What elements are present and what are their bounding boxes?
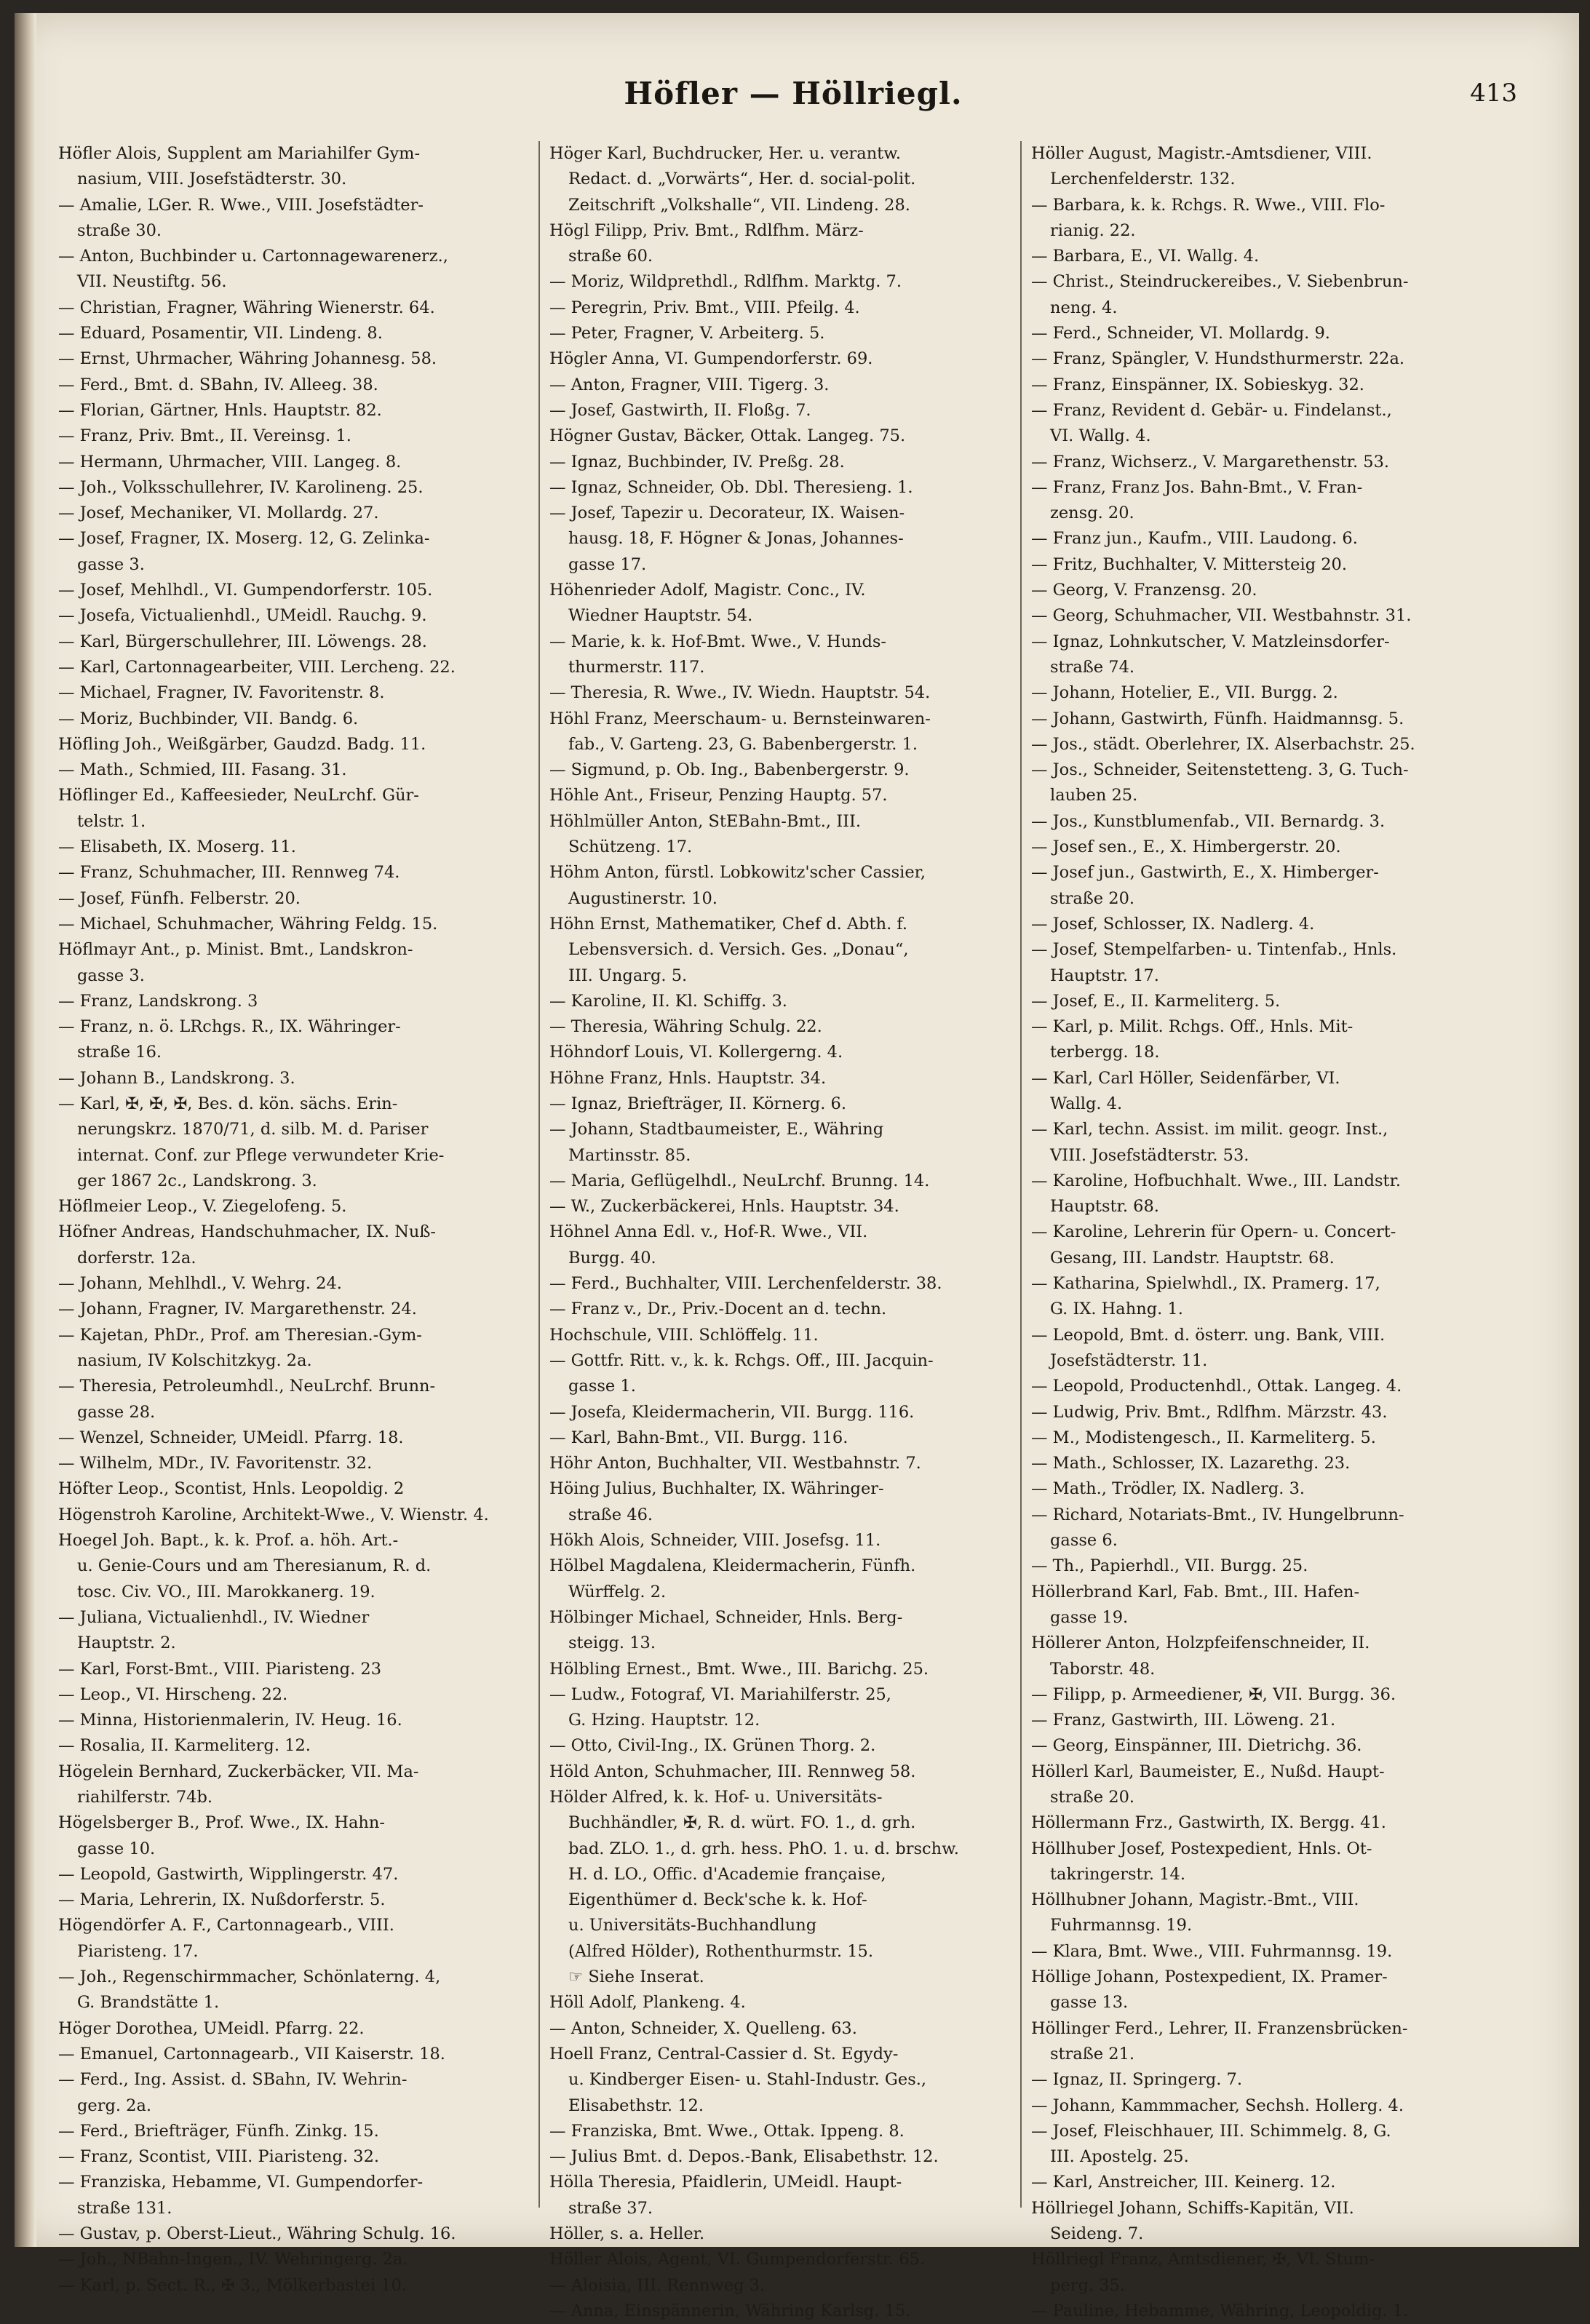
directory-entry-line: — Franziska, Hebamme, VI. Gumpendorfer- (58, 2173, 424, 2192)
directory-entry-line: — Kajetan, PhDr., Prof. am Theresian.-Gym- (58, 1325, 422, 1345)
directory-entry-line: — Karl, Anstreicher, III. Keinerg. 12. (1031, 2173, 1336, 2192)
entry-continuation-line: Hauptstr. 68. (1050, 1197, 1159, 1217)
entry-continuation-line: Zeitschrift „Volkshalle“, VII. Lindeng. 28. (568, 195, 910, 215)
directory-entry-line: — Aloisia, III. Rennweg 3. (549, 2275, 766, 2295)
directory-entry-line: — Wenzel, Schneider, UMeidl. Pfarrg. 18. (58, 1428, 404, 1447)
directory-entry-line: Hölbel Magdalena, Kleidermacherin, Fünfh. (549, 1556, 916, 1576)
directory-entry-line: Hökh Alois, Schneider, VIII. Josefsg. 11. (549, 1531, 881, 1551)
directory-entry-line: — Georg, V. Franzensg. 20. (1031, 581, 1257, 600)
directory-entry-line: — Maria, Lehrerin, IX. Nußdorferstr. 5. (58, 1890, 386, 1910)
directory-entry-line: — Marie, k. k. Hof-Bmt. Wwe., V. Hunds- (549, 632, 886, 651)
entry-continuation-line: ger 1867 2c., Landskrong. 3. (77, 1171, 317, 1190)
entry-continuation-line: Augustinerstr. 10. (568, 888, 718, 908)
entry-continuation-line: VII. Neustiftg. 56. (77, 272, 227, 292)
directory-entry-line: — Anton, Buchbinder u. Cartonnagewarenerz., (58, 247, 448, 266)
entry-continuation-line: telstr. 1. (77, 811, 146, 831)
directory-entry-line: Höhne Franz, Hnls. Hauptstr. 34. (549, 1068, 827, 1088)
directory-entry-line: Höfler Alois, Supplent am Mariahilfer Gym- (58, 144, 421, 163)
directory-entry-line: Höger Karl, Buchdrucker, Her. u. verantw. (549, 144, 901, 163)
directory-entry-line: — Karoline, Hofbuchhalt. Wwe., III. Landstr. (1031, 1171, 1402, 1190)
directory-entry-line: — Ferd., Bmt. d. SBahn, IV. Alleeg. 38. (58, 375, 378, 394)
directory-entry-line: — Gottfr. Ritt. v., k. k. Rchgs. Off., III. Jacquin- (549, 1350, 934, 1370)
entry-continuation-line: III. Ungarg. 5. (568, 966, 688, 985)
directory-entry-line: — Franz, Revident d. Gebär- u. Findelanst., (1031, 400, 1392, 420)
entry-continuation-line: bad. ZLO. 1., d. grh. hess. PhO. 1. u. d. brschw. (568, 1839, 959, 1858)
entry-continuation-line: (Alfred Hölder), Rothenthurmstr. 15. (568, 1941, 873, 1961)
directory-entry-line: — Ernst, Uhrmacher, Währing Johannesg. 58. (58, 349, 437, 369)
directory-entry-line: — Josef, E., II. Karmeliterg. 5. (1031, 991, 1281, 1011)
directory-entry-line: — Franz, n. ö. LRchgs. R., IX. Währinger- (58, 1017, 401, 1037)
directory-entry-line: — Math., Schmied, III. Fasang. 31. (58, 760, 347, 780)
entry-continuation-line: gasse 3. (77, 966, 145, 985)
entry-continuation-line: straße 16. (77, 1043, 162, 1062)
directory-entry-line: Höflmayr Ant., p. Minist. Bmt., Landskron- (58, 940, 413, 960)
directory-entry-line: — Josef jun., Gastwirth, E., X. Himberger- (1031, 863, 1379, 883)
directory-entry-line: Högler Anna, VI. Gumpendorferstr. 69. (549, 349, 873, 369)
directory-entry-line: — Otto, Civil-Ing., IX. Grünen Thorg. 2. (549, 1736, 876, 1756)
entry-continuation-line: nerungskrz. 1870/71, d. silb. M. d. Pariser (77, 1120, 429, 1139)
directory-entry-line: Höger Dorothea, UMeidl. Pfarrg. 22. (58, 2018, 365, 2038)
entry-continuation-line: straße 30. (77, 220, 162, 240)
directory-entry-line: — Johann, Hotelier, E., VII. Burgg. 2. (1031, 683, 1338, 703)
directory-entry-line: — Karl, p. Sect. R., ✠ 3., Mölkerbastei 10. (58, 2275, 408, 2295)
entry-continuation-line: nasium, IV Kolschitzkyg. 2a. (77, 1350, 312, 1370)
directory-entry-line: — Karl, Forst-Bmt., VIII. Piaristeng. 23 (58, 1659, 382, 1679)
directory-entry-line: — Franz, Franz Jos. Bahn-Bmt., V. Fran- (1031, 477, 1363, 497)
entry-continuation-line: Gesang, III. Landstr. Hauptstr. 68. (1050, 1248, 1335, 1268)
directory-entry-line: — Josefa, Kleidermacherin, VII. Burgg. 116. (549, 1402, 915, 1422)
directory-entry-line: — Franz, Wichserz., V. Margarethenstr. 53. (1031, 452, 1390, 471)
directory-entry-line: Högelein Bernhard, Zuckerbäcker, VII. Ma- (58, 1762, 419, 1781)
directory-entry-line: — Johann, Mehlhdl., V. Wehrg. 24. (58, 1274, 342, 1294)
page-header (58, 76, 1528, 119)
directory-entry-line: — Georg, Einspänner, III. Dietrichg. 36. (1031, 1736, 1362, 1756)
directory-entry-line: Höllerbrand Karl, Fab. Bmt., III. Hafen- (1031, 1582, 1360, 1601)
directory-entry-line: — Johann, Fragner, IV. Margarethenstr. 24. (58, 1300, 417, 1319)
directory-entry-line: — Joh., Regenschirmmacher, Schönlaterng. 4, (58, 1967, 441, 1987)
entry-continuation-line: straße 21. (1050, 2044, 1135, 2064)
directory-entry-line: Höllhuber Josef, Postexpedient, Hnls. Ot- (1031, 1839, 1372, 1858)
entry-continuation-line: straße 60. (568, 247, 653, 266)
directory-column-3 (1031, 141, 1504, 2320)
directory-entry-line: — Ignaz, Schneider, Ob. Dbl. Theresieng. 1. (549, 477, 913, 497)
directory-entry-line: — Maria, Geflügelhdl., NeuLrchf. Brunng. 14. (549, 1171, 930, 1190)
directory-entry-line: — Franz, Landskrong. 3 (58, 991, 258, 1011)
directory-entry-line: — Anton, Schneider, X. Quelleng. 63. (549, 2018, 857, 2038)
entry-continuation-line: dorferstr. 12a. (77, 1248, 196, 1268)
entry-continuation-line: ☞ Siehe Inserat. (568, 1967, 704, 1987)
entry-continuation-line: Wallg. 4. (1050, 1094, 1123, 1113)
entry-continuation-line: Lerchenfelderstr. 132. (1050, 170, 1236, 189)
directory-entry-line: — Josef, Fleischhauer, III. Schimmelg. 8, G. (1031, 2121, 1391, 2141)
directory-entry-line: — Johann, Gastwirth, Fünfh. Haidmannsg. 5. (1031, 709, 1404, 728)
directory-entry-line: — Ferd., Schneider, VI. Mollardg. 9. (1031, 324, 1330, 343)
entry-continuation-line: Taborstr. 48. (1050, 1659, 1156, 1679)
entry-continuation-line: Würffelg. 2. (568, 1582, 667, 1601)
directory-entry-line: — Josef, Schlosser, IX. Nadlerg. 4. (1031, 914, 1315, 934)
entry-continuation-line: u. Universitäts-Buchhandlung (568, 1916, 817, 1935)
directory-entry-line: — Michael, Fragner, IV. Favoritenstr. 8. (58, 683, 385, 703)
entry-continuation-line: straße 20. (1050, 888, 1135, 908)
entry-continuation-line: zensg. 20. (1050, 504, 1134, 523)
directory-entry-line: — Theresia, Petroleumhdl., NeuLrchf. Brunn- (58, 1377, 436, 1396)
directory-entry-line: Hoell Franz, Central-Cassier d. St. Egydy- (549, 2044, 899, 2064)
directory-entry-line: Höller Alois, Agent, VI. Gumpendorferstr. 65. (549, 2250, 926, 2269)
directory-entry-line: — Leopold, Bmt. d. österr. ung. Bank, VIII. (1031, 1325, 1386, 1345)
entry-continuation-line: internat. Conf. zur Pflege verwundeter Krie- (77, 1145, 445, 1165)
directory-entry-line: Höhn Ernst, Mathematiker, Chef d. Abth. f. (549, 914, 908, 934)
directory-entry-line: — Ludwig, Priv. Bmt., Rdlfhm. Märzstr. 43. (1031, 1402, 1388, 1422)
directory-entry-line: — Ferd., Buchhalter, VIII. Lerchenfelderstr. 38. (549, 1274, 942, 1294)
directory-entry-line: — Joh., NBahn-Ingen., IV. Wehringerg. 2a. (58, 2250, 408, 2269)
entry-continuation-line: VIII. Josefstädterstr. 53. (1050, 1145, 1249, 1165)
directory-entry-line: — Johann, Kammmacher, Sechsh. Hollerg. 4. (1031, 2096, 1404, 2115)
directory-entry-line: — Karoline, Lehrerin für Opern- u. Concert- (1031, 1222, 1396, 1242)
entry-continuation-line: gasse 3. (77, 554, 145, 574)
directory-entry-line: Höld Anton, Schuhmacher, III. Rennweg 58. (549, 1762, 916, 1781)
directory-entry-line: — Peregrin, Priv. Bmt., VIII. Pfeilg. 4. (549, 298, 860, 317)
entry-continuation-line: fab., V. Garteng. 23, G. Babenbergerstr. 1. (568, 734, 918, 754)
directory-entry-line: — Theresia, R. Wwe., IV. Wiedn. Hauptstr. 54. (549, 683, 931, 703)
directory-entry-line: Hölla Theresia, Pfaidlerin, UMeidl. Haupt- (549, 2173, 902, 2192)
entry-continuation-line: VI. Wallg. 4. (1050, 426, 1151, 446)
directory-entry-line: — Pauline, Hebamme, Währing, Leopoldig. 1. (1031, 2301, 1409, 2320)
directory-entry-line: Höllhubner Johann, Magistr.-Bmt., VIII. (1031, 1890, 1359, 1910)
directory-entry-line: — Josef sen., E., X. Himbergerstr. 20. (1031, 837, 1341, 857)
directory-entry-line: — Peter, Fragner, V. Arbeiterg. 5. (549, 324, 825, 343)
entry-continuation-line: nasium, VIII. Josefstädterstr. 30. (77, 170, 347, 189)
directory-entry-line: Höhm Anton, fürstl. Lobkowitz'scher Cassier, (549, 863, 926, 883)
column-rule (1020, 141, 1022, 2208)
directory-entry-line: — Franz, Einspänner, IX. Sobieskyg. 32. (1031, 375, 1364, 394)
entry-continuation-line: Buchhändler, ✠, R. d. würt. FO. 1., d. grh. (568, 1813, 916, 1833)
directory-entry-line: Höllige Johann, Postexpedient, IX. Pramer- (1031, 1967, 1388, 1987)
directory-entry-line: — Josef, Mehlhdl., VI. Gumpendorferstr. 105. (58, 581, 433, 600)
directory-entry-line: — Karl, Carl Höller, Seidenfärber, VI. (1031, 1068, 1340, 1088)
entry-continuation-line: G. Brandstätte 1. (77, 1993, 220, 2013)
directory-entry-line: Höllerer Anton, Holzpfeifenschneider, II. (1031, 1633, 1370, 1653)
running-title: Höfler — Höllriegl. (624, 76, 963, 111)
directory-entry-line: — Christian, Fragner, Währing Wienerstr. 64. (58, 298, 435, 317)
directory-entry-line: — Anna, Einspännerin, Währing Karlsg. 15. (549, 2301, 911, 2320)
entry-continuation-line: Schützeng. 17. (568, 837, 693, 857)
directory-entry-line: — Jos., Kunstblumenfab., VII. Bernardg. 3. (1031, 811, 1386, 831)
directory-entry-line: Högenstroh Karoline, Architekt-Wwe., V. Wienstr. 4. (58, 1505, 489, 1524)
directory-entry-line: Höing Julius, Buchhalter, IX. Währinger- (549, 1479, 884, 1499)
directory-entry-line: — Ignaz, Briefträger, II. Körnerg. 6. (549, 1094, 846, 1113)
directory-entry-line: — Eduard, Posamentir, VII. Lindeng. 8. (58, 324, 383, 343)
entry-continuation-line: Fuhrmannsg. 19. (1050, 1916, 1193, 1935)
directory-entry-line: — Richard, Notariats-Bmt., IV. Hungelbrunn- (1031, 1505, 1404, 1524)
directory-entry-line: — Filipp, p. Armeediener, ✠, VII. Burgg. 36. (1031, 1684, 1396, 1704)
entry-continuation-line: Redact. d. „Vorwärts“, Her. d. social-polit. (568, 170, 916, 189)
directory-entry-line: Högendörfer A. F., Cartonnagearb., VIII. (58, 1916, 394, 1935)
directory-entry-line: — Moriz, Wildprethdl., Rdlfhm. Marktg. 7. (549, 272, 902, 292)
directory-entry-line: — Karl, Cartonnagearbeiter, VIII. Lercheng. 22. (58, 657, 456, 677)
directory-entry-line: Höllriegl Franz, Amtsdiener, ✠, VI. Stum- (1031, 2250, 1375, 2269)
directory-entry-line: — Georg, Schuhmacher, VII. Westbahnstr. 31. (1031, 606, 1412, 626)
entry-continuation-line: straße 131. (77, 2198, 172, 2218)
directory-entry-line: — Christ., Steindruckereibes., V. Siebenbrun- (1031, 272, 1409, 292)
directory-entry-line: — Josef, Fragner, IX. Moserg. 12, G. Zelinka- (58, 529, 430, 549)
entry-continuation-line: Lebensversich. d. Versich. Ges. „Donau“, (568, 940, 909, 960)
directory-entry-line: Hölder Alfred, k. k. Hof- u. Universitäts- (549, 1788, 883, 1807)
directory-entry-line: — Math., Schlosser, IX. Lazarethg. 23. (1031, 1454, 1351, 1473)
directory-entry-line: Höhndorf Louis, VI. Kollergerng. 4. (549, 1043, 843, 1062)
entry-continuation-line: tosc. Civ. VO., III. Marokkanerg. 19. (77, 1582, 375, 1601)
entry-continuation-line: straße 74. (1050, 657, 1135, 677)
directory-entry-line: — M., Modistengesch., II. Karmeliterg. 5. (1031, 1428, 1376, 1447)
directory-entry-line: Höllerl Karl, Baumeister, E., Nußd. Haupt- (1031, 1762, 1385, 1781)
directory-entry-line: — Josef, Gastwirth, II. Floßg. 7. (549, 400, 811, 420)
directory-entry-line: — Ferd., Ing. Assist. d. SBahn, IV. Wehrin- (58, 2070, 408, 2090)
directory-entry-line: — Math., Trödler, IX. Nadlerg. 3. (1031, 1479, 1305, 1499)
directory-entry-line: Höllriegel Johann, Schiffs-Kapitän, VII. (1031, 2198, 1354, 2218)
directory-entry-line: — Florian, Gärtner, Hnls. Hauptstr. 82. (58, 400, 382, 420)
entry-continuation-line: lauben 25. (1050, 786, 1138, 805)
book-spine-shadow (15, 13, 36, 2247)
entry-continuation-line: Elisabethstr. 12. (568, 2096, 704, 2115)
entry-continuation-line: riahilferstr. 74b. (77, 1788, 213, 1807)
entry-continuation-line: Wiedner Hauptstr. 54. (568, 606, 753, 626)
column-rule (538, 141, 540, 2208)
entry-continuation-line: hausg. 18, F. Högner & Jonas, Johannes- (568, 529, 904, 549)
directory-entry-line: — Gustav, p. Oberst-Lieut., Währing Schulg. 16. (58, 2224, 456, 2244)
directory-entry-line: — Juliana, Victualienhdl., IV. Wiedner (58, 1607, 370, 1627)
entry-continuation-line: gasse 19. (1050, 1607, 1129, 1627)
directory-column-2 (549, 141, 1011, 2320)
entry-continuation-line: G. Hzing. Hauptstr. 12. (568, 1711, 760, 1730)
directory-entry-line: — Franz, Spängler, V. Hundsthurmerstr. 22a. (1031, 349, 1405, 369)
directory-entry-line: — Franz, Scontist, VIII. Piaristeng. 32. (58, 2147, 380, 2167)
directory-entry-line: Höfling Joh., Weißgärber, Gaudzd. Badg. 11. (58, 734, 426, 754)
entry-continuation-line: steigg. 13. (568, 1633, 656, 1653)
directory-entry-line: — Karl, ✠, ✠, ✠, Bes. d. kön. sächs. Erin- (58, 1094, 398, 1113)
entry-continuation-line: perg. 35. (1050, 2275, 1125, 2295)
directory-entry-line: Höhlmüller Anton, StEBahn-Bmt., III. (549, 811, 862, 831)
entry-continuation-line: G. IX. Hahng. 1. (1050, 1300, 1183, 1319)
entry-continuation-line: straße 20. (1050, 1788, 1135, 1807)
directory-entry-line: — Josef, Mechaniker, VI. Mollardg. 27. (58, 504, 379, 523)
entry-continuation-line: III. Apostelg. 25. (1050, 2147, 1189, 2167)
directory-entry-line: — Franz jun., Kaufm., VIII. Laudong. 6. (1031, 529, 1358, 549)
directory-column-1 (58, 141, 531, 2295)
directory-entry-line: Hoegel Joh. Bapt., k. k. Prof. a. höh. Art.- (58, 1531, 399, 1551)
entry-continuation-line: gerg. 2a. (77, 2096, 152, 2115)
directory-entry-line: — Klara, Bmt. Wwe., VIII. Fuhrmannsg. 19. (1031, 1941, 1393, 1961)
directory-entry-line: — Rosalia, II. Karmeliterg. 12. (58, 1736, 311, 1756)
directory-entry-line: Höhl Franz, Meerschaum- u. Bernsteinwaren- (549, 709, 931, 728)
directory-entry-line: — Josef, Stempelfarben- u. Tintenfab., Hnls. (1031, 940, 1397, 960)
directory-entry-line: — Karoline, II. Kl. Schiffg. 3. (549, 991, 787, 1011)
directory-entry-line: — Karl, techn. Assist. im milit. geogr. Inst., (1031, 1120, 1388, 1139)
entry-continuation-line: Josefstädterstr. 11. (1050, 1350, 1208, 1370)
entry-continuation-line: Hauptstr. 17. (1050, 966, 1159, 985)
directory-entry-line: Höller, s. a. Heller. (549, 2224, 705, 2244)
directory-entry-line: Hochschule, VIII. Schlöffelg. 11. (549, 1325, 819, 1345)
directory-entry-line: — Karl, Bürgerschullehrer, III. Löwengs. 28. (58, 632, 427, 651)
directory-entry-line: — W., Zuckerbäckerei, Hnls. Hauptstr. 34. (549, 1197, 899, 1217)
directory-entry-line: — Franz v., Dr., Priv.-Docent an d. techn. (549, 1300, 887, 1319)
entry-continuation-line: gasse 1. (568, 1377, 636, 1396)
directory-entry-line: Hölbling Ernest., Bmt. Wwe., III. Barichg. 25. (549, 1659, 929, 1679)
entry-continuation-line: thurmerstr. 117. (568, 657, 705, 677)
directory-entry-line: Höllinger Ferd., Lehrer, II. Franzensbrücken- (1031, 2018, 1408, 2038)
entry-continuation-line: Burgg. 40. (568, 1248, 656, 1268)
directory-entry-line: — Karl, p. Milit. Rchgs. Off., Hnls. Mit- (1031, 1017, 1354, 1037)
directory-entry-line: — Michael, Schuhmacher, Währing Feldg. 15. (58, 914, 438, 934)
directory-entry-line: Höfter Leop., Scontist, Hnls. Leopoldig. 2 (58, 1479, 405, 1499)
directory-entry-line: — Josefa, Victualienhdl., UMeidl. Rauchg. 9. (58, 606, 427, 626)
directory-entry-line: — Hermann, Uhrmacher, VIII. Langeg. 8. (58, 452, 402, 471)
directory-entry-line: Höhnel Anna Edl. v., Hof-R. Wwe., VII. (549, 1222, 868, 1242)
entry-continuation-line: Seideng. 7. (1050, 2224, 1144, 2244)
page (15, 13, 1579, 2320)
directory-entry-line: Hölbinger Michael, Schneider, Hnls. Berg- (549, 1607, 903, 1627)
directory-entry-line: Höflinger Ed., Kaffeesieder, NeuLrchf. Gür- (58, 786, 419, 805)
directory-entry-line: — Fritz, Buchhalter, V. Mittersteig 20. (1031, 554, 1348, 574)
directory-entry-line: Höhenrieder Adolf, Magistr. Conc., IV. (549, 581, 866, 600)
directory-entry-line: — Johann B., Landskrong. 3. (58, 1068, 295, 1088)
directory-entry-line: — Franz, Priv. Bmt., II. Vereinsg. 1. (58, 426, 351, 446)
directory-entry-line: — Wilhelm, MDr., IV. Favoritenstr. 32. (58, 1454, 373, 1473)
entry-continuation-line: u. Kindberger Eisen- u. Stahl-Industr. Ges., (568, 2070, 927, 2090)
directory-entry-line: — Josef, Fünfh. Felberstr. 20. (58, 888, 301, 908)
directory-entry-line: Höfner Andreas, Handschuhmacher, IX. Nuß- (58, 1222, 437, 1242)
directory-entry-line: — Ignaz, Lohnkutscher, V. Matzleinsdorfer- (1031, 632, 1390, 651)
directory-entry-line: — Leopold, Productenhdl., Ottak. Langeg. 4. (1031, 1377, 1402, 1396)
entry-continuation-line: H. d. LO., Offic. d'Academie française, (568, 1864, 886, 1884)
directory-entry-line: — Anton, Fragner, VIII. Tigerg. 3. (549, 375, 830, 394)
directory-entry-line: — Franziska, Bmt. Wwe., Ottak. Ippeng. 8. (549, 2121, 905, 2141)
directory-entry-line: — Jos., Schneider, Seitenstetteng. 3, G. Tuch- (1031, 760, 1409, 780)
directory-entry-line: — Leopold, Gastwirth, Wipplingerstr. 47. (58, 1864, 399, 1884)
directory-entry-line: — Amalie, LGer. R. Wwe., VIII. Josefstädter- (58, 195, 424, 215)
directory-entry-line: — Elisabeth, IX. Moserg. 11. (58, 837, 296, 857)
entry-continuation-line: Eigenthümer d. Beck'sche k. k. Hof- (568, 1890, 867, 1910)
entry-continuation-line: gasse 10. (77, 1839, 156, 1858)
directory-entry-line: — Karl, Bahn-Bmt., VII. Burgg. 116. (549, 1428, 848, 1447)
directory-entry-line: — Moriz, Buchbinder, VII. Bandg. 6. (58, 709, 359, 728)
directory-entry-line: — Franz, Schuhmacher, III. Rennweg 74. (58, 863, 400, 883)
directory-entry-line: — Ludw., Fotograf, VI. Mariahilferstr. 25, (549, 1684, 891, 1704)
directory-entry-line: — Ignaz, II. Springerg. 7. (1031, 2070, 1242, 2090)
directory-entry-line: — Sigmund, p. Ob. Ing., Babenbergerstr. 9. (549, 760, 910, 780)
entry-continuation-line: takringerstr. 14. (1050, 1864, 1185, 1884)
entry-continuation-line: Hauptstr. 2. (77, 1633, 176, 1653)
entry-continuation-line: gasse 28. (77, 1402, 156, 1422)
directory-entry-line: — Barbara, E., VI. Wallg. 4. (1031, 247, 1260, 266)
directory-entry-line: Högl Filipp, Priv. Bmt., Rdlfhm. März- (549, 220, 864, 240)
directory-entry-line: — Jos., städt. Oberlehrer, IX. Alserbachstr. 25. (1031, 734, 1415, 754)
directory-entry-line: — Emanuel, Cartonnagearb., VII Kaiserstr. 18. (58, 2044, 445, 2064)
entry-continuation-line: Piaristeng. 17. (77, 1941, 199, 1961)
entry-continuation-line: gasse 17. (568, 554, 647, 574)
directory-entry-line: — Ignaz, Buchbinder, IV. Preßg. 28. (549, 452, 845, 471)
directory-entry-line: — Th., Papierhdl., VII. Burgg. 25. (1031, 1556, 1308, 1576)
directory-entry-line: — Joh., Volksschullehrer, IV. Karolineng. 25. (58, 477, 424, 497)
directory-entry-line: — Leop., VI. Hirscheng. 22. (58, 1684, 288, 1704)
directory-entry-line: Höller August, Magistr.-Amtsdiener, VIII. (1031, 144, 1372, 163)
directory-entry-line: — Franz, Gastwirth, III. Löweng. 21. (1031, 1711, 1336, 1730)
entry-continuation-line: gasse 13. (1050, 1993, 1129, 2013)
entry-continuation-line: terbergg. 18. (1050, 1043, 1160, 1062)
directory-entry-line: — Minna, Historienmalerin, IV. Heug. 16. (58, 1711, 402, 1730)
directory-entry-line: Höll Adolf, Plankeng. 4. (549, 1993, 746, 2013)
directory-entry-line: — Julius Bmt. d. Depos.-Bank, Elisabethstr. 12. (549, 2147, 939, 2167)
directory-entry-line: Höhle Ant., Friseur, Penzing Hauptg. 57. (549, 786, 888, 805)
directory-entry-line: — Josef, Tapezir u. Decorateur, IX. Waisen- (549, 504, 905, 523)
directory-entry-line: — Theresia, Währing Schulg. 22. (549, 1017, 822, 1037)
page-number: 413 (1470, 79, 1517, 108)
entry-continuation-line: Martinsstr. 85. (568, 1145, 691, 1165)
directory-entry-line: Högner Gustav, Bäcker, Ottak. Langeg. 75. (549, 426, 906, 446)
directory-entry-line: — Barbara, k. k. Rchgs. R. Wwe., VIII. Flo- (1031, 195, 1386, 215)
directory-entry-line: — Ferd., Briefträger, Fünfh. Zinkg. 15. (58, 2121, 379, 2141)
entry-continuation-line: rianig. 22. (1050, 220, 1136, 240)
entry-continuation-line: neng. 4. (1050, 298, 1118, 317)
directory-entry-line: Höflmeier Leop., V. Ziegelofeng. 5. (58, 1197, 347, 1217)
directory-entry-line: — Katharina, Spielwhdl., IX. Pramerg. 17, (1031, 1274, 1380, 1294)
entry-continuation-line: straße 37. (568, 2198, 653, 2218)
entry-continuation-line: straße 46. (568, 1505, 653, 1524)
directory-entry-line: Höllermann Frz., Gastwirth, IX. Bergg. 41. (1031, 1813, 1386, 1833)
entry-continuation-line: gasse 6. (1050, 1531, 1118, 1551)
directory-entry-line: Högelsberger B., Prof. Wwe., IX. Hahn- (58, 1813, 385, 1833)
directory-entry-line: Höhr Anton, Buchhalter, VII. Westbahnstr. 7. (549, 1454, 921, 1473)
directory-entry-line: — Johann, Stadtbaumeister, E., Währing (549, 1120, 884, 1139)
entry-continuation-line: u. Genie-Cours und am Theresianum, R. d. (77, 1556, 432, 1576)
